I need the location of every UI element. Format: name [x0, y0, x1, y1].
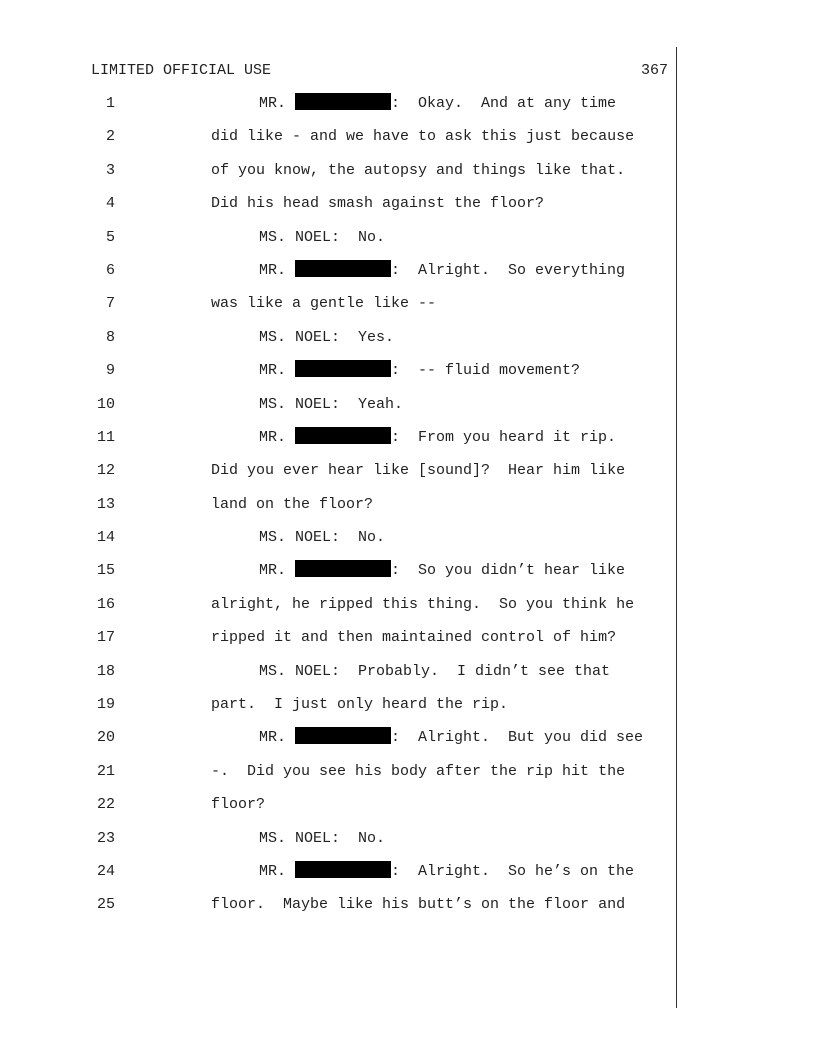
transcript-line	[0, 160, 676, 193]
transcript-line	[0, 293, 676, 326]
line-content: floor?	[211, 796, 266, 814]
line-content: of you know, the autopsy and things like that.	[211, 161, 626, 179]
line-content: MS. NOEL: Yeah.	[259, 395, 404, 413]
line-content: : From you heard it rip.	[391, 428, 617, 446]
line-text	[259, 394, 403, 416]
transcript-line	[0, 861, 676, 894]
line-number: 21	[96, 762, 115, 780]
transcript-line	[0, 560, 676, 593]
line-text	[259, 327, 394, 349]
line-text	[211, 126, 634, 148]
line-text	[211, 460, 625, 482]
transcript-line	[0, 427, 676, 460]
line-content: land on the floor?	[211, 495, 374, 513]
transcript-line	[0, 126, 676, 159]
line-text	[211, 761, 625, 783]
line-content: MS. NOEL: No.	[259, 228, 386, 246]
line-content: MS. NOEL: No.	[259, 529, 386, 547]
line-number: 20	[96, 729, 115, 747]
speaker-label: MR.	[259, 261, 287, 279]
transcript-line	[0, 527, 676, 560]
transcript-line	[0, 93, 676, 126]
line-number: 12	[96, 462, 115, 480]
line-content: MS. NOEL: Probably. I didn’t see that	[259, 662, 611, 680]
line-text	[259, 828, 385, 850]
line-content: : Okay. And at any time	[391, 95, 617, 112]
line-content: part. I just only heard the rip.	[211, 696, 509, 714]
line-number: 10	[96, 395, 115, 413]
line-text	[211, 160, 625, 182]
line-number: 19	[96, 696, 115, 714]
speaker-label: MR.	[259, 562, 287, 580]
line-content: : -- fluid movement?	[391, 362, 581, 380]
line-text	[259, 227, 385, 249]
redaction-box	[295, 360, 391, 377]
speaker-label: MR.	[259, 428, 287, 446]
line-text	[259, 727, 643, 749]
speaker-label: MR.	[259, 95, 287, 112]
line-content: : Alright. But you did see	[391, 729, 644, 747]
transcript-line	[0, 360, 676, 393]
transcript-line	[0, 460, 676, 493]
transcript-line	[0, 661, 676, 694]
speaker-label: MR.	[259, 862, 287, 880]
page-number: 367	[640, 62, 668, 79]
line-text	[211, 193, 544, 215]
line-number: 17	[96, 629, 115, 647]
redaction-box	[295, 861, 391, 878]
transcript-line	[0, 794, 676, 827]
line-number: 7	[105, 295, 115, 313]
line-text	[211, 694, 508, 716]
redaction-box	[295, 260, 391, 277]
transcript-line	[0, 761, 676, 794]
line-number: 15	[96, 562, 115, 580]
line-number: 22	[96, 796, 115, 814]
line-content: Did his head smash against the floor?	[211, 195, 545, 213]
line-content: ripped it and then maintained control of him?	[211, 629, 617, 647]
line-number: 5	[105, 228, 115, 246]
line-text	[211, 293, 436, 315]
transcript-lines	[0, 93, 676, 928]
line-number: 13	[96, 495, 115, 513]
line-text	[259, 527, 385, 549]
transcript-line	[0, 594, 676, 627]
line-content: MS. NOEL: Yes.	[259, 328, 395, 346]
line-number: 1	[105, 95, 115, 112]
line-number: 8	[105, 328, 115, 346]
line-number: 14	[96, 529, 115, 547]
line-number: 4	[105, 195, 115, 213]
line-number: 3	[105, 161, 115, 179]
transcript-line	[0, 494, 676, 527]
line-number: 25	[96, 896, 115, 914]
line-content: : Alright. So everything	[391, 261, 626, 279]
line-number: 6	[105, 261, 115, 279]
line-text	[211, 894, 625, 916]
line-text	[211, 494, 373, 516]
line-content: was like a gentle like --	[211, 295, 437, 313]
line-text	[259, 560, 625, 582]
line-number: 23	[96, 829, 115, 847]
line-text	[211, 594, 634, 616]
speaker-label: MR.	[259, 362, 287, 380]
line-text	[259, 427, 616, 449]
line-text	[259, 260, 625, 282]
transcript-line	[0, 894, 676, 927]
classification-label: LIMITED OFFICIAL USE	[91, 62, 272, 79]
line-content: floor. Maybe like his butt’s on the floor and	[211, 896, 626, 914]
transcript-line	[0, 828, 676, 861]
transcript-line	[0, 694, 676, 727]
transcript-line	[0, 394, 676, 427]
line-text	[259, 861, 634, 883]
line-text	[211, 794, 265, 816]
redaction-box	[295, 93, 391, 110]
transcript-line	[0, 193, 676, 226]
line-content: : So you didn’t hear like	[391, 562, 626, 580]
line-content: -. Did you see his body after the rip hit the	[211, 762, 626, 780]
right-margin-rule	[676, 47, 677, 1008]
line-text	[259, 93, 616, 115]
line-number: 2	[105, 128, 115, 146]
transcript-line	[0, 627, 676, 660]
transcript-line	[0, 260, 676, 293]
transcript-line	[0, 327, 676, 360]
speaker-label: MR.	[259, 729, 287, 747]
transcript-line	[0, 227, 676, 260]
line-content: Did you ever hear like [sound]? Hear him like	[211, 462, 626, 480]
line-number: 24	[96, 862, 115, 880]
line-number: 16	[96, 595, 115, 613]
redaction-box	[295, 727, 391, 744]
page-header	[91, 61, 668, 81]
transcript-line	[0, 727, 676, 760]
redaction-box	[295, 560, 391, 577]
line-content: did like - and we have to ask this just because	[211, 128, 635, 146]
line-text	[259, 360, 580, 382]
line-content: alright, he ripped this thing. So you think he	[211, 595, 635, 613]
line-text	[211, 627, 616, 649]
line-number: 18	[96, 662, 115, 680]
redaction-box	[295, 427, 391, 444]
line-number: 9	[105, 362, 115, 380]
line-number: 11	[96, 428, 115, 446]
line-text	[259, 661, 610, 683]
line-content: : Alright. So he’s on the	[391, 862, 635, 880]
line-content: MS. NOEL: No.	[259, 829, 386, 847]
